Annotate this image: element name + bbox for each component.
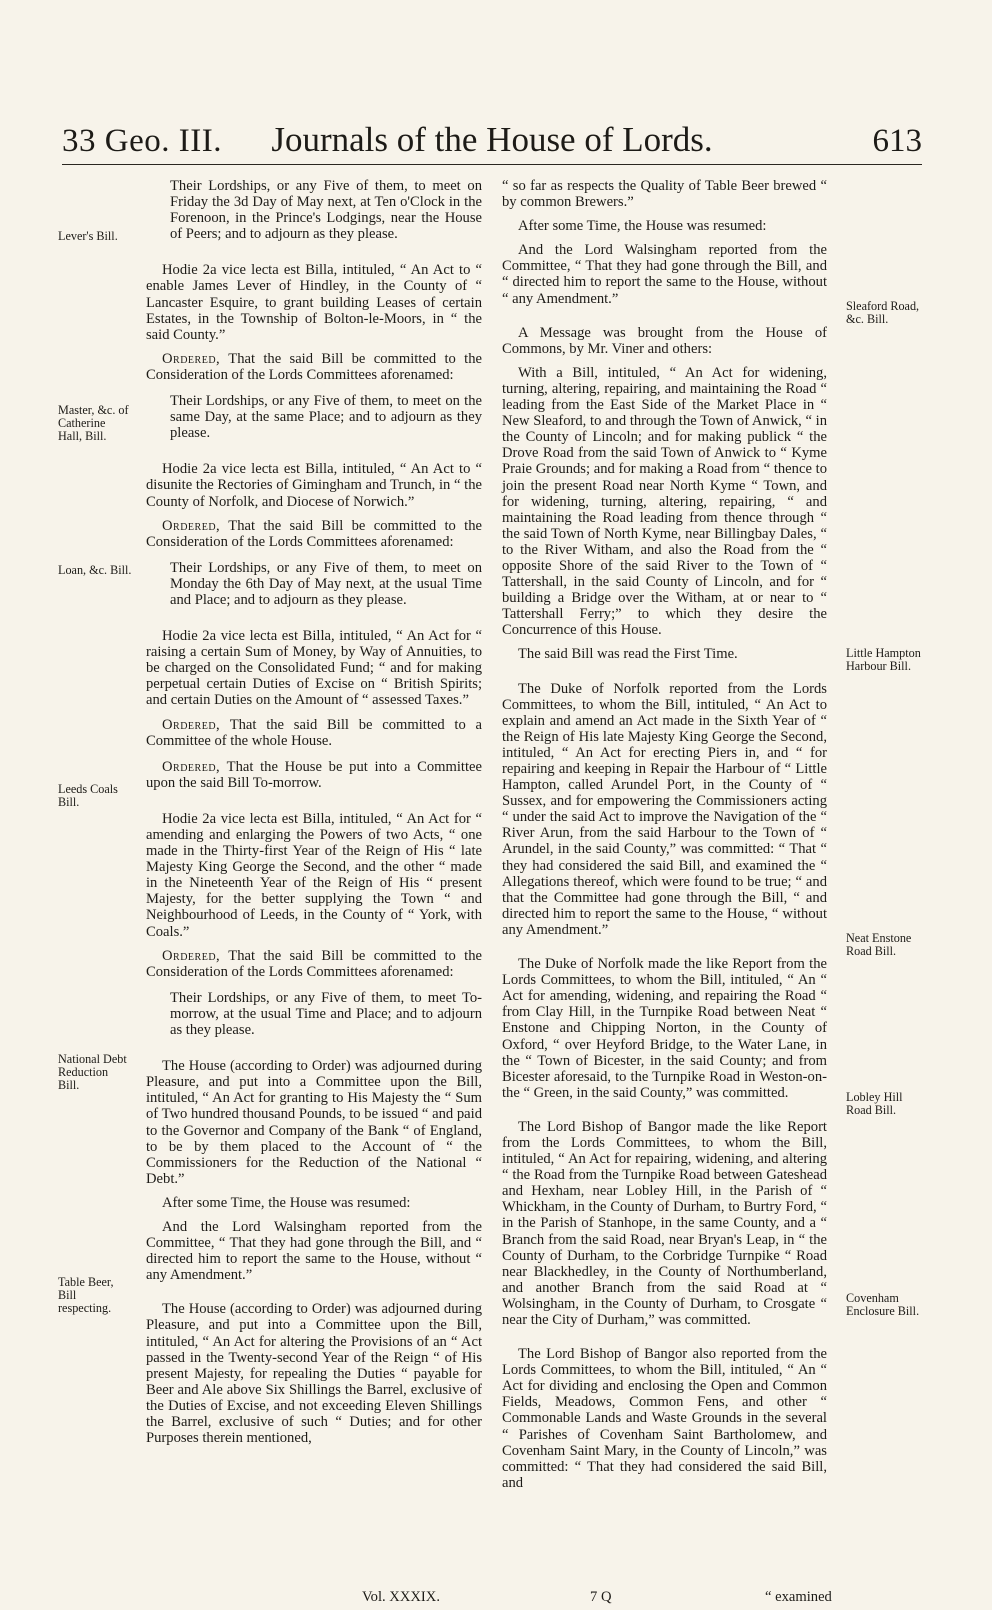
entry-text: The House (according to Order) was adjourned during Pleasure, and put into a Committee upon the Bill, intituled, “ An Act for altering the Provisions of an “ Act passed in the Twenty-second Year of the Reign “ of His present Majesty, for repealing the Duties “ payable for Beer and Ale above Six Shillings the Barrel, exclusive of the Duties of Excise, and not exceeding Eleven Shillings the Barrel, exclusive of such “ Duties; and for other Purposes therein mentioned, [146,1301,482,1447]
page-number: 613 [872,123,922,159]
order-text: That the said Bill be committed to the Consideration of the Lords Committees aforenamed: [146,947,482,980]
order-text: That the said Bill be committed to the Consideration of the Lords Committees aforenamed: [146,350,482,383]
order-entry [146,759,482,791]
order-entry [146,518,482,550]
entry-text: The Duke of Norfolk made the like Report from the Lords Committees, to whom the Bill, intituled, “ An “ Act for amending, widening, and repairing the Road “ from Clay Hill, in the Turnpike Road between Neat “ Enstone and Chipping Norton, in the County of Oxford, “ over Heyford Bridge, to the Water Lane, in the “ Town of Bicester, in the said County; and from Bicester aforesaid, to the Turnpike Road in Weston-on-the “ Green, in the said County,” was committed. [502,956,827,1101]
entry-text: And the Lord Walsingham reported from the Committee, “ That they had gone through the Bill, and “ directed him to report the same to the House, without “ any Amendment.” [502,242,827,307]
margin-note-table-beer-bill: Table Beer, Bill respecting. [58,1275,114,1315]
order-text: That the said Bill be committed to the Consideration of the Lords Committees aforenamed: [146,517,482,550]
order-text: That the said Bill be committed to a Committee of the whole House. [146,716,482,749]
order-entry [146,351,482,383]
signature-mark: 7 Q [590,1589,612,1605]
catchword: “ examined [765,1589,832,1605]
margin-note-loan-bill: Loan, &c. Bill. [58,563,132,577]
entry-text: The House (according to Order) was adjourned during Pleasure, and put into a Committee upon the Bill, intituled, “ An Act for granting to His Majesty the “ Sum of Two hundred thousand Pounds, to be issued “ and paid to the Governor and Company of the Bank “ of England, to be by them placed to the Account of “ the Commissioners for the Reduction of the National “ Debt.” [146,1058,482,1187]
margin-note-leeds-coals-bill: Leeds Coals Bill. [58,782,118,809]
entry-text: After some Time, the House was resumed: [162,1194,411,1211]
entry-text: After some Time, the House was resumed: [518,218,767,235]
entry-text: The Duke of Norfolk reported from the Lords Committees, to whom the Bill, intituled, “ An Act to explain and amend an Act made in the Sixth Year of “ the Reign of His late Majesty King George the Second, intituled, “ An Act for erecting Piers in, and “ for repairing and keeping in Repair the Harbour of “ Little Hampton, called Arundel Port, in the County of “ Sussex, and for empowering the Commissioners acting “ under the said Act to improve the Navigation of the “ River Arun, from the said Harbour to the Town of “ Arundel, in the said County,” was committed: “ That “ they had considered the said Bill, and examined the “ Allegations thereof, which were found to be true; “ and that the Committee had gone through the Bill, “ and directed him to report the same to the House, “ without any Amendment.” [502,680,827,938]
left-column [146,178,482,1452]
volume-label: Vol. XXXIX. [362,1589,440,1605]
order-lead: Ordered, [162,947,221,964]
entry-text: Hodie 2a vice lecta est Billa, intituled, “ An Act to “ enable James Lever of Hindley, in the County of “ Lancaster Esquire, to grant building Leases of certain Estates, in the Township of Bolton-le-Moors, in “ the said County.” [146,262,482,343]
margin-note-levers-bill: Lever's Bill. [58,229,118,243]
order-lead: Ordered, [162,758,221,775]
entry-text: With a Bill, intituled, “ An Act for widening, turning, altering, repairing, and maintaining the Road “ leading from the East Side of the Market Place in “ New Sleaford, to and through the Town of Anwick, “ in the County of Lincoln; and for making publick “ the Drove Road from the said Town of Anwick to “ Kyme Praie Grounds; and for making a Road from “ thence to join the present Road near North Kyme “ Town, and for widening, turning, altering, repairing, “ and maintaining the Road leading from thence through “ the said Town of North Kyme, near Billingbay Dales, “ to the River Witham, and also the Road from the “ opposite Shore of the said River to the Town of “ Tattershall, in the said County of Lincoln, and for “ building a Bridge over the Witham, at or near to “ Tattershall Ferry;” to which they desire the Concurrence of this House. [502,364,827,639]
order-lead: Ordered, [162,350,221,367]
margin-note-covenham-bill: Covenham Enclosure Bill. [846,1291,920,1318]
right-column [502,178,827,1497]
entry-text: Their Lordships, or any Five of them, to meet To-morrow, at the usual Time and Place; and to adjourn as they please. [170,989,482,1039]
margin-note-lobley-hill-bill: Lobley Hill Road Bill. [846,1090,903,1117]
margin-note-neat-enstone-bill: Neat Enstone Road Bill. [846,931,912,958]
entry-text: And the Lord Walsingham reported from the Committee, “ That they had gone through the Bill, and “ directed him to report the same to the House, without “ any Amendment.” [146,1218,482,1284]
entry-text: The Lord Bishop of Bangor also reported from the Lords Committees, to whom the Bill, intituled, “ An “ Act for dividing and enclosing the Open and Common Fields, Meadows, Common Fens, and other “ Commonable Lands and Waste Grounds in the several “ Parishes of Covenham Saint Bartholomew, and Covenham Saint Mary, in the County of Lincoln,” was committed: “ That they had considered the said Bill, and [502,1346,827,1491]
margin-note-sleaford-road-bill: Sleaford Road, &c. Bill. [846,299,920,326]
order-entry [146,948,482,980]
entry-text: Hodie 2a vice lecta est Billa, intituled, “ An Act for “ raising a certain Sum of Money, by Way of Annuities, to be charged on the Consolidated Fund; “ and for making perpetual certain Duties of Excise on “ British Spirits; and certain Duties on the Amount of “ assessed Taxes.” [146,628,482,709]
entry-text: “ so far as respects the Quality of Table Beer brewed “ by common Brewers.” [502,178,827,211]
order-entry [146,717,482,749]
entry-text: Hodie 2a vice lecta est Billa, intituled, “ An Act to “ disunite the Rectories of Gimingham and Trunch, in “ the County of Norfolk, and Diocese of Norwich.” [146,461,482,510]
entry-text: The said Bill was read the First Time. [518,646,738,663]
regnal-year: 33 Geo. III. [62,123,222,159]
entry-text: The Lord Bishop of Bangor made the like Report from the Lords Committees, to whom the Bill, intituled, “ An Act for repairing, widening, and altering “ the Road from the Turnpike Road between Gateshead and Hexham, near Lobley Hill, in the Parish of “ Whickham, in the County of Durham, to Burtry Ford, “ in the Parish of Stanhope, in the same County, and a “ Branch from the said Road, near Bryan's Leap, in “ the County of Durham, to the Corbridge Turnpike “ Road near Blackhedley, in the County of Northumberland, and another Branch from the said Road at “ Wolsingham, in the County of Durham, to Crosgate “ near the City of Durham,” was committed. [502,1118,827,1328]
order-text: That the House be put into a Committee upon the said Bill To-morrow. [146,758,482,791]
margin-note-national-debt-bill: National Debt Reduction Bill. [58,1052,127,1092]
running-header [62,120,922,165]
margin-note-catherine-hall-bill: Master, &c. of Catherine Hall, Bill. [58,403,129,443]
margin-note-little-hampton-bill: Little Hampton Harbour Bill. [846,646,921,673]
entry-text: Their Lordships, or any Five of them, to meet on Friday the 3d Day of May next, at Ten o'Clock in the Forenoon, in the Prince's Lodgings, near the House of Peers; and to adjourn as they please. [170,178,482,243]
journal-title: Journals of the House of Lords. [271,120,713,159]
entry-text: Hodie 2a vice lecta est Billa, intituled, “ An Act for “ amending and enlarging the Powers of two Acts, “ one made in the Thirty-first Year of the Reign of His “ late Majesty King George the Second, and the other “ made in the Nineteenth Year of the Reign of His “ present Majesty, for the better supplying the Town “ and Neighbourhood of Leeds, in the County of “ York, with Coals.” [146,810,482,940]
order-lead: Ordered, [162,517,221,534]
entry-text: A Message was brought from the House of Commons, by Mr. Viner and others: [502,324,827,357]
order-lead: Ordered, [162,716,221,733]
entry-text: Their Lordships, or any Five of them, to meet on the same Day, at the same Place; and to adjourn as they please. [170,393,482,442]
entry-text: Their Lordships, or any Five of them, to meet on Monday the 6th Day of May next, at the usual Time and Place; and to adjourn as they please. [170,559,482,608]
